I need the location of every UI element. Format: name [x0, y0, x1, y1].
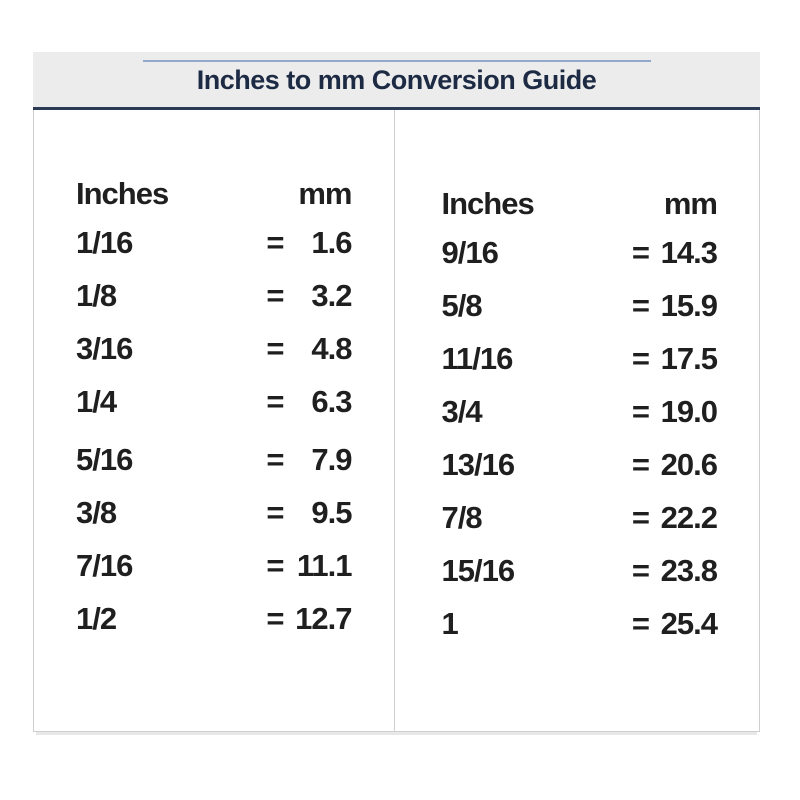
equals-sign: = [631, 446, 649, 482]
table-row [76, 375, 352, 428]
inches-header: Inches [441, 186, 534, 221]
inches-value: 9/16 [441, 234, 498, 270]
mm-value: 9.5 [311, 494, 352, 530]
inches-value: 7/8 [441, 499, 482, 535]
mm-value: 1.6 [311, 224, 352, 260]
inches-value: 1/4 [76, 383, 117, 419]
mm-value: 11.1 [296, 547, 352, 583]
mm-value: 6.3 [311, 383, 352, 419]
equals-sign: = [266, 224, 284, 260]
inches-value: 1/8 [76, 277, 117, 313]
table-row [442, 385, 718, 438]
table-row [76, 486, 352, 539]
inches-value: 13/16 [441, 446, 515, 482]
table-row [76, 216, 352, 269]
equals-sign: = [631, 552, 649, 588]
inches-value: 15/16 [441, 552, 515, 588]
table-row [442, 544, 718, 597]
equals-sign: = [266, 330, 284, 366]
inches-value: 5/16 [76, 441, 133, 477]
mm-value: 14.3 [660, 234, 717, 270]
equals-sign: = [631, 393, 649, 429]
mm-value: 7.9 [311, 441, 352, 477]
equals-sign: = [266, 494, 284, 530]
equals-sign: = [631, 234, 649, 270]
header-bar [33, 52, 760, 110]
column-header-row [442, 182, 718, 226]
equals-sign: = [266, 441, 284, 477]
inches-value: 5/8 [441, 287, 482, 323]
mm-value: 22.2 [660, 499, 717, 535]
conversion-table [33, 110, 760, 732]
table-row [442, 491, 718, 544]
mm-value: 3.2 [311, 277, 352, 313]
equals-sign: = [266, 600, 284, 636]
equals-sign: = [631, 340, 649, 376]
equals-sign: = [266, 383, 284, 419]
inches-value: 3/16 [76, 330, 133, 366]
mm-value: 25.4 [660, 605, 717, 641]
mm-header: mm [298, 176, 352, 211]
equals-sign: = [266, 277, 284, 313]
right-column [395, 110, 760, 731]
mm-value: 23.8 [660, 552, 717, 588]
mm-value: 17.5 [660, 340, 717, 376]
equals-sign: = [631, 287, 649, 323]
inches-value: 1 [441, 605, 458, 641]
mm-header: mm [663, 186, 717, 221]
table-row [442, 597, 718, 650]
table-row [442, 226, 718, 279]
mm-value: 12.7 [295, 600, 352, 636]
mm-value: 20.6 [660, 446, 717, 482]
table-row [76, 539, 352, 592]
equals-sign: = [266, 547, 284, 583]
inches-value: 1/16 [76, 224, 133, 260]
table-row [76, 433, 352, 486]
inches-header: Inches [76, 176, 169, 211]
title-rule [143, 60, 651, 96]
table-row [442, 279, 718, 332]
mm-value: 19.0 [660, 393, 717, 429]
inches-value: 7/16 [76, 547, 133, 583]
page-title: Inches to mm Conversion Guide [196, 65, 597, 95]
table-row [442, 332, 718, 385]
table-row [76, 322, 352, 375]
left-column [34, 110, 394, 731]
equals-sign: = [631, 605, 649, 641]
table-row [442, 438, 718, 491]
equals-sign: = [631, 499, 649, 535]
inches-value: 3/4 [441, 393, 482, 429]
column-header-row [76, 172, 352, 216]
table-row [76, 269, 352, 322]
table-row [76, 592, 352, 645]
mm-value: 4.8 [311, 330, 352, 366]
inches-value: 11/16 [441, 340, 513, 376]
inches-value: 3/8 [76, 494, 117, 530]
mm-value: 15.9 [660, 287, 717, 323]
inches-value: 1/2 [76, 600, 117, 636]
